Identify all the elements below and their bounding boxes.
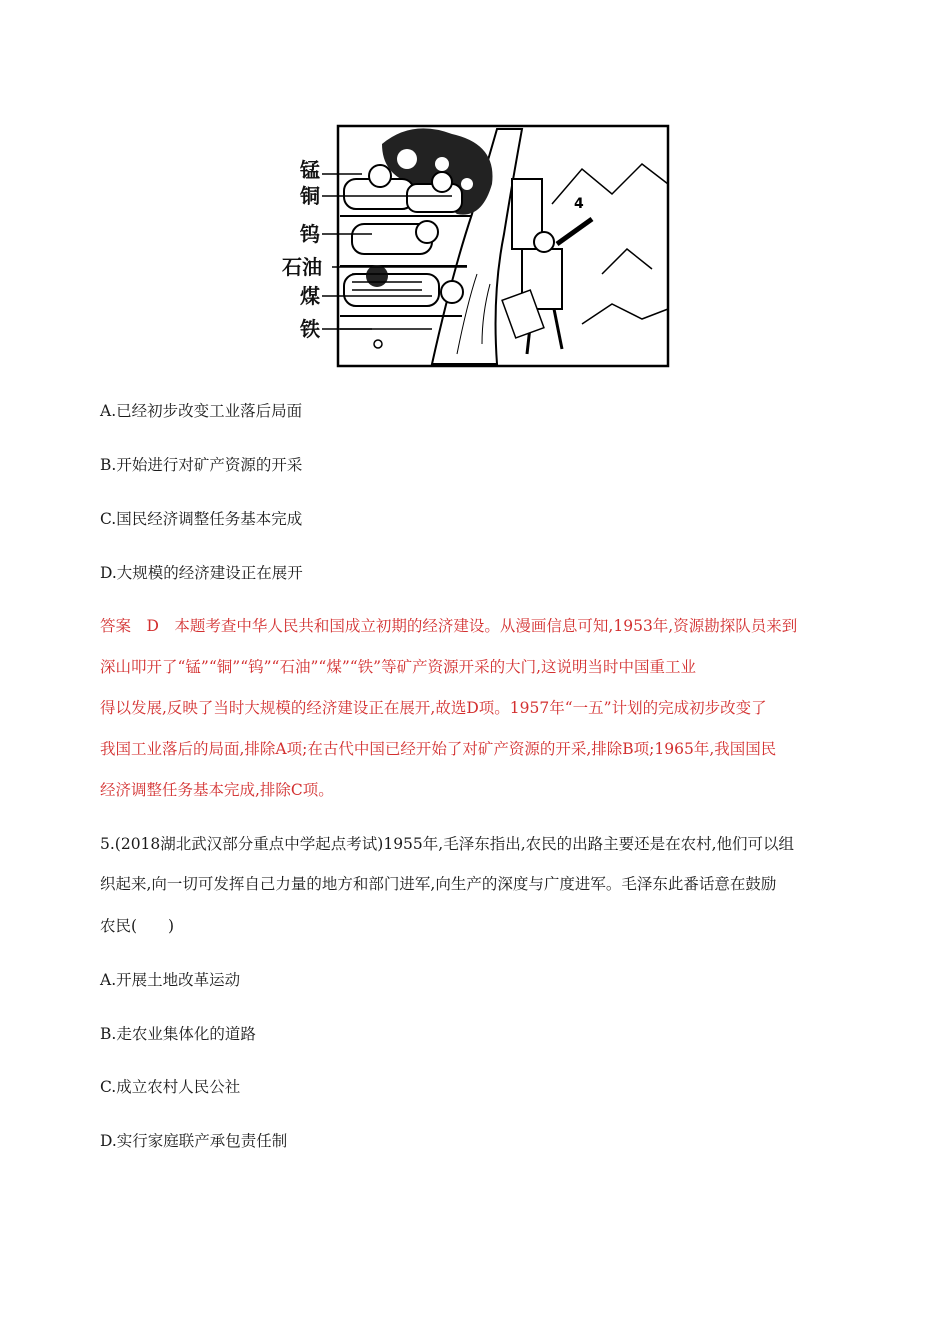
answer-line-5: 经济调整任务基本完成,排除C项。	[100, 781, 334, 799]
cartoon-label-manganese: 锰	[300, 158, 320, 182]
q5-option-d: D.实行家庭联产承包责任制	[100, 1132, 288, 1150]
cartoon-drawing	[282, 124, 670, 368]
cartoon-label-tungsten: 钨	[300, 222, 320, 246]
answer-line-2: 深山叩开了“锰”“铜”“钨”“石油”“煤”“铁”等矿产资源开采的大门,这说明当时中国重工业	[100, 658, 697, 676]
q4-option-c: C.国民经济调整任务基本完成	[100, 510, 303, 528]
q5-option-a: A.开展土地改革运动	[100, 971, 241, 989]
mining-cartoon-illustration	[282, 124, 670, 368]
q4-option-b: B.开始进行对矿产资源的开采	[100, 456, 303, 474]
answer-line-3: 得以发展,反映了当时大规模的经济建设正在展开,故选D项。1957年“一五”计划的完成初步改变了	[100, 699, 767, 717]
cartoon-label-petroleum: 石油	[282, 255, 322, 279]
q5-stem-line-3: 农民( )	[100, 917, 175, 935]
q4-option-a: A.已经初步改变工业落后局面	[100, 402, 303, 420]
answer-line-1: 答案 D 本题考查中华人民共和国成立初期的经济建设。从漫画信息可知,1953年,资源勘探队员来到	[100, 617, 798, 635]
q5-stem-line-1: 5.(2018湖北武汉部分重点中学起点考试)1955年,毛泽东指出,农民的出路主要还是在农村,他们可以组	[100, 835, 795, 853]
q4-option-d: D.大规模的经济建设正在展开	[100, 564, 303, 582]
answer-line-4: 我国工业落后的局面,排除A项;在古代中国已经开始了对矿产资源的开采,排除B项;1965年,我国国民	[100, 740, 777, 758]
svg-text:4: 4	[574, 196, 584, 212]
cartoon-label-copper: 铜	[300, 184, 320, 208]
cartoon-label-coal: 煤	[300, 284, 320, 308]
q5-option-b: B.走农业集体化的道路	[100, 1025, 256, 1043]
cartoon-label-iron: 铁	[300, 317, 320, 341]
q5-stem-line-2: 织起来,向一切可发挥自己力量的地方和部门进军,向生产的深度与广度进军。毛泽东此番话意在鼓励	[100, 875, 777, 893]
q5-option-c: C.成立农村人民公社	[100, 1078, 241, 1096]
